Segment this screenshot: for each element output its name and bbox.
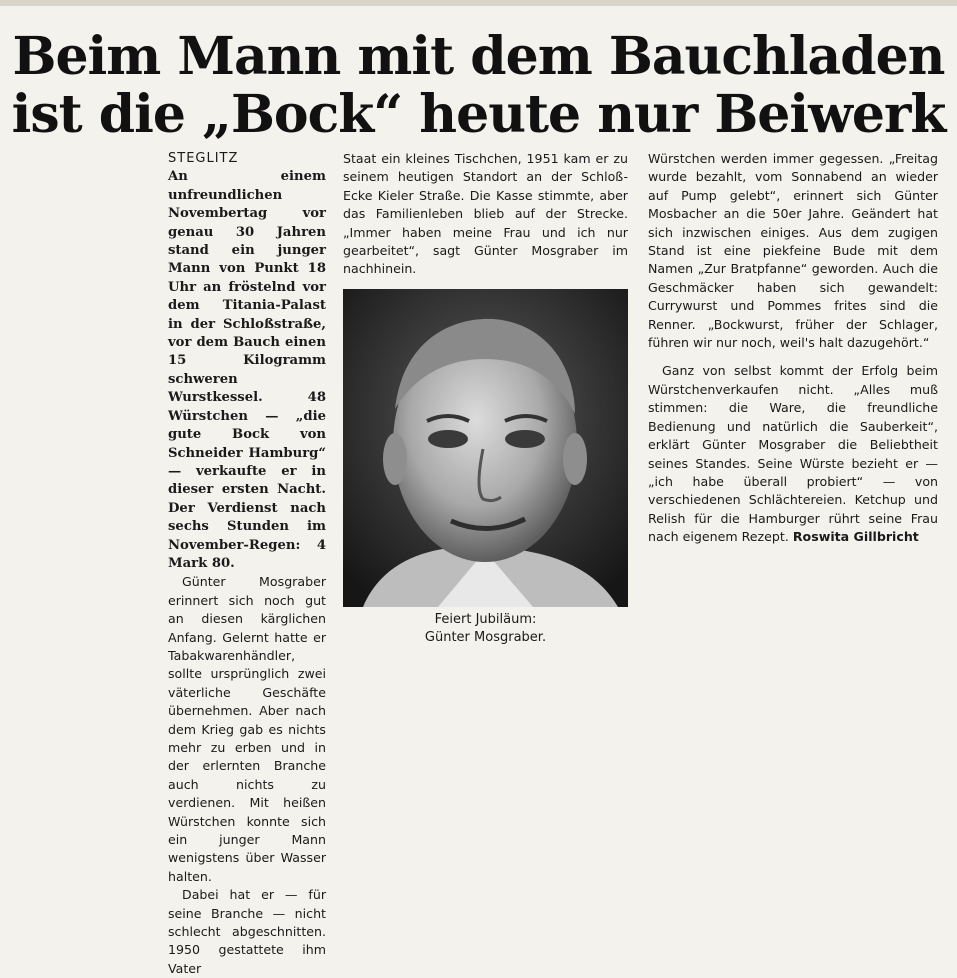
body-paragraph-5 bbox=[648, 362, 938, 546]
caption-line-1: Feiert Jubiläum: bbox=[434, 611, 537, 627]
portrait-photo bbox=[343, 289, 628, 607]
headline-line-2: ist die „Bock“ heute nur Beiwerk bbox=[11, 84, 946, 145]
body-paragraph-5-text: Ganz von selbst kommt der Erfolg beim Würstchenverkaufen nicht. „Alles muß stimmen: die Ware, die freundliche Bedienung und natürlich die Sauberkeit“, erklärt Günter Mosgraber die Beliebtheit seines Standes. Seine Würste bezieht er — „ich habe überall probiert“ — von verschiedenen Schlächtereien. Ketchup und Relish für die Hamburger rührt seine Frau nach eigenem Rezept. bbox=[648, 363, 938, 545]
caption-line-2: Günter Mosgraber. bbox=[424, 629, 547, 645]
column-2 bbox=[343, 150, 628, 647]
column-3 bbox=[648, 150, 938, 547]
body-paragraph-1: Günter Mosgraber erinnert sich noch gut an diesen kärglichen Anfang. Gelernt hatte er Tabakwarenhändler, sollte ursprünglich zwei väterliche Geschäfte übernehmen. Aber nach dem Krieg gab es nichts mehr zu erben und in der erlernten Branche auch nichts zu verdienen. Mit heißen Würstchen konnte sich ein junger Mann wenigstens über Wasser halten. bbox=[168, 574, 326, 884]
byline: Roswita Gillbricht bbox=[792, 529, 919, 545]
top-edge bbox=[0, 0, 957, 6]
body-paragraph-4: Würstchen werden immer gegessen. „Freitag wurde bezahlt, vom Sonnabend an wieder auf Pump gelebt“, erinnert sich Günter Mosbacher an die 50er Jahre. Geändert hat sich inzwischen einiges. Aus dem zugigen Stand ist eine piekfeine Bude mit dem Namen „Zur Bratpfanne“ geworden. Auch die Geschmäcker haben sich gewandelt: Currywurst und Pommes frites sind die Renner. „Bockwurst, früher der Schlager, führen wir nur noch, weil's halt dazugehört.“ bbox=[648, 151, 938, 351]
photo-caption bbox=[343, 611, 628, 647]
headline bbox=[0, 28, 957, 144]
dateline: STEGLITZ bbox=[168, 151, 239, 166]
body-paragraph-3: Staat ein kleines Tischchen, 1951 kam er zu seinem heutigen Standort an der Schloß- Ecke Kieler Straße. Die Kasse stimmte, aber das Familienleben blieb auf der Strecke. „Immer haben meine Frau und ich nur gearbeitet“, sagt Günter Mosgraber im nachhinein. bbox=[343, 151, 628, 277]
column-1 bbox=[168, 150, 326, 978]
headline-line-1: Beim Mann mit dem Bauchladen bbox=[12, 26, 945, 87]
lead-paragraph bbox=[168, 168, 326, 573]
lead-text: An einem unfreundlichen Novembertag vor genau 30 Jahren stand ein junger Mann von Punkt 18 Uhr an fröstelnd vor dem Titania-Palast in der Schloßstraße, vor dem Bauch einen 15 Kilogramm schweren Wurstkessel. 48 Würstchen — „die gute Bock von Schneider Hamburg“ — verkaufte er in dieser ersten Nacht. Der Verdienst nach sechs Stunden im November-Regen: 4 Mark 80. bbox=[168, 169, 326, 571]
body-paragraph-2: Dabei hat er — für seine Branche — nicht schlecht abgeschnitten. 1950 gestattete ihm Vater bbox=[168, 887, 326, 976]
portrait-image bbox=[343, 289, 628, 607]
